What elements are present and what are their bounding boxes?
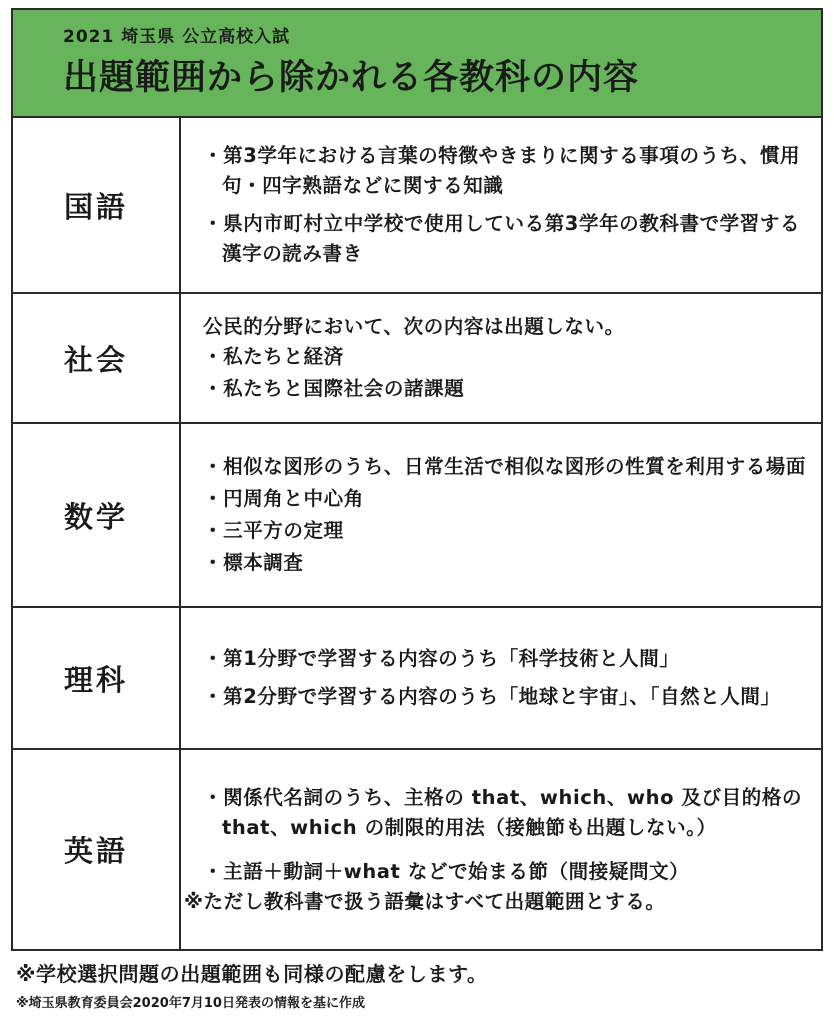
footer-note-1: ※学校選択問題の出題範囲も同様の配慮をします。 bbox=[16, 962, 488, 986]
content-sugaku bbox=[181, 424, 821, 606]
subject-rika: 理科 bbox=[13, 608, 181, 748]
content-shakai bbox=[181, 294, 821, 422]
subject-eigo: 英語 bbox=[13, 750, 181, 949]
list-item: ・標本調査 bbox=[203, 551, 304, 574]
list-item: ・相似な図形のうち、日常生活で相似な図形の性質を利用する場面 bbox=[203, 455, 807, 478]
list-item: ・円周角と中心角 bbox=[203, 487, 364, 510]
list-item: ・第3学年における言葉の特徴やきまりに関する事項のうち、慣用句・四字熟語などに関する知識 bbox=[203, 144, 801, 197]
content-rika bbox=[181, 608, 821, 748]
list-item: ・主語＋動詞＋what などで始まる節（間接疑問文） bbox=[203, 859, 690, 883]
row-kokugo bbox=[13, 118, 821, 294]
list-item: ・私たちと国際社会の諸課題 bbox=[203, 377, 465, 400]
eigo-note: ※ただし教科書で扱う語彙はすべて出題範囲とする。 bbox=[184, 889, 666, 913]
list-item: ・第1分野で学習する内容のうち「科学技術と人間」 bbox=[203, 647, 680, 670]
content-eigo bbox=[181, 750, 821, 949]
list-item: ・私たちと経済 bbox=[203, 345, 344, 368]
list-item: ・県内市町村立中学校で使用している第3学年の教科書で学習する漢字の読み書き bbox=[203, 212, 801, 265]
subject-kokugo: 国語 bbox=[13, 118, 181, 292]
list-item: ・第2分野で学習する内容のうち「地球と宇宙」、「自然と人間」 bbox=[203, 685, 781, 708]
row-rika bbox=[13, 608, 821, 750]
list-item: ・三平方の定理 bbox=[203, 519, 344, 542]
list-item: ・関係代名詞のうち、主格の that、which、who 及び目的格の that、which の制限的用法（接触節も出題しない。） bbox=[203, 785, 803, 839]
table-header bbox=[13, 10, 821, 118]
content-kokugo bbox=[181, 118, 821, 292]
exclusion-table bbox=[11, 8, 823, 951]
row-sugaku bbox=[13, 424, 821, 608]
subject-sugaku: 数学 bbox=[13, 424, 181, 606]
subject-shakai: 社会 bbox=[13, 294, 181, 422]
header-subtitle: 2021 埼玉県 公立高校入試 bbox=[63, 27, 291, 47]
shakai-intro: 公民的分野において、次の内容は出題しない。 bbox=[203, 315, 625, 338]
header-title: 出題範囲から除かれる各教科の内容 bbox=[63, 58, 640, 98]
row-shakai bbox=[13, 294, 821, 424]
footer-note-2: ※埼玉県教育委員会2020年7月10日発表の情報を基に作成 bbox=[16, 996, 365, 1011]
row-eigo bbox=[13, 750, 821, 949]
